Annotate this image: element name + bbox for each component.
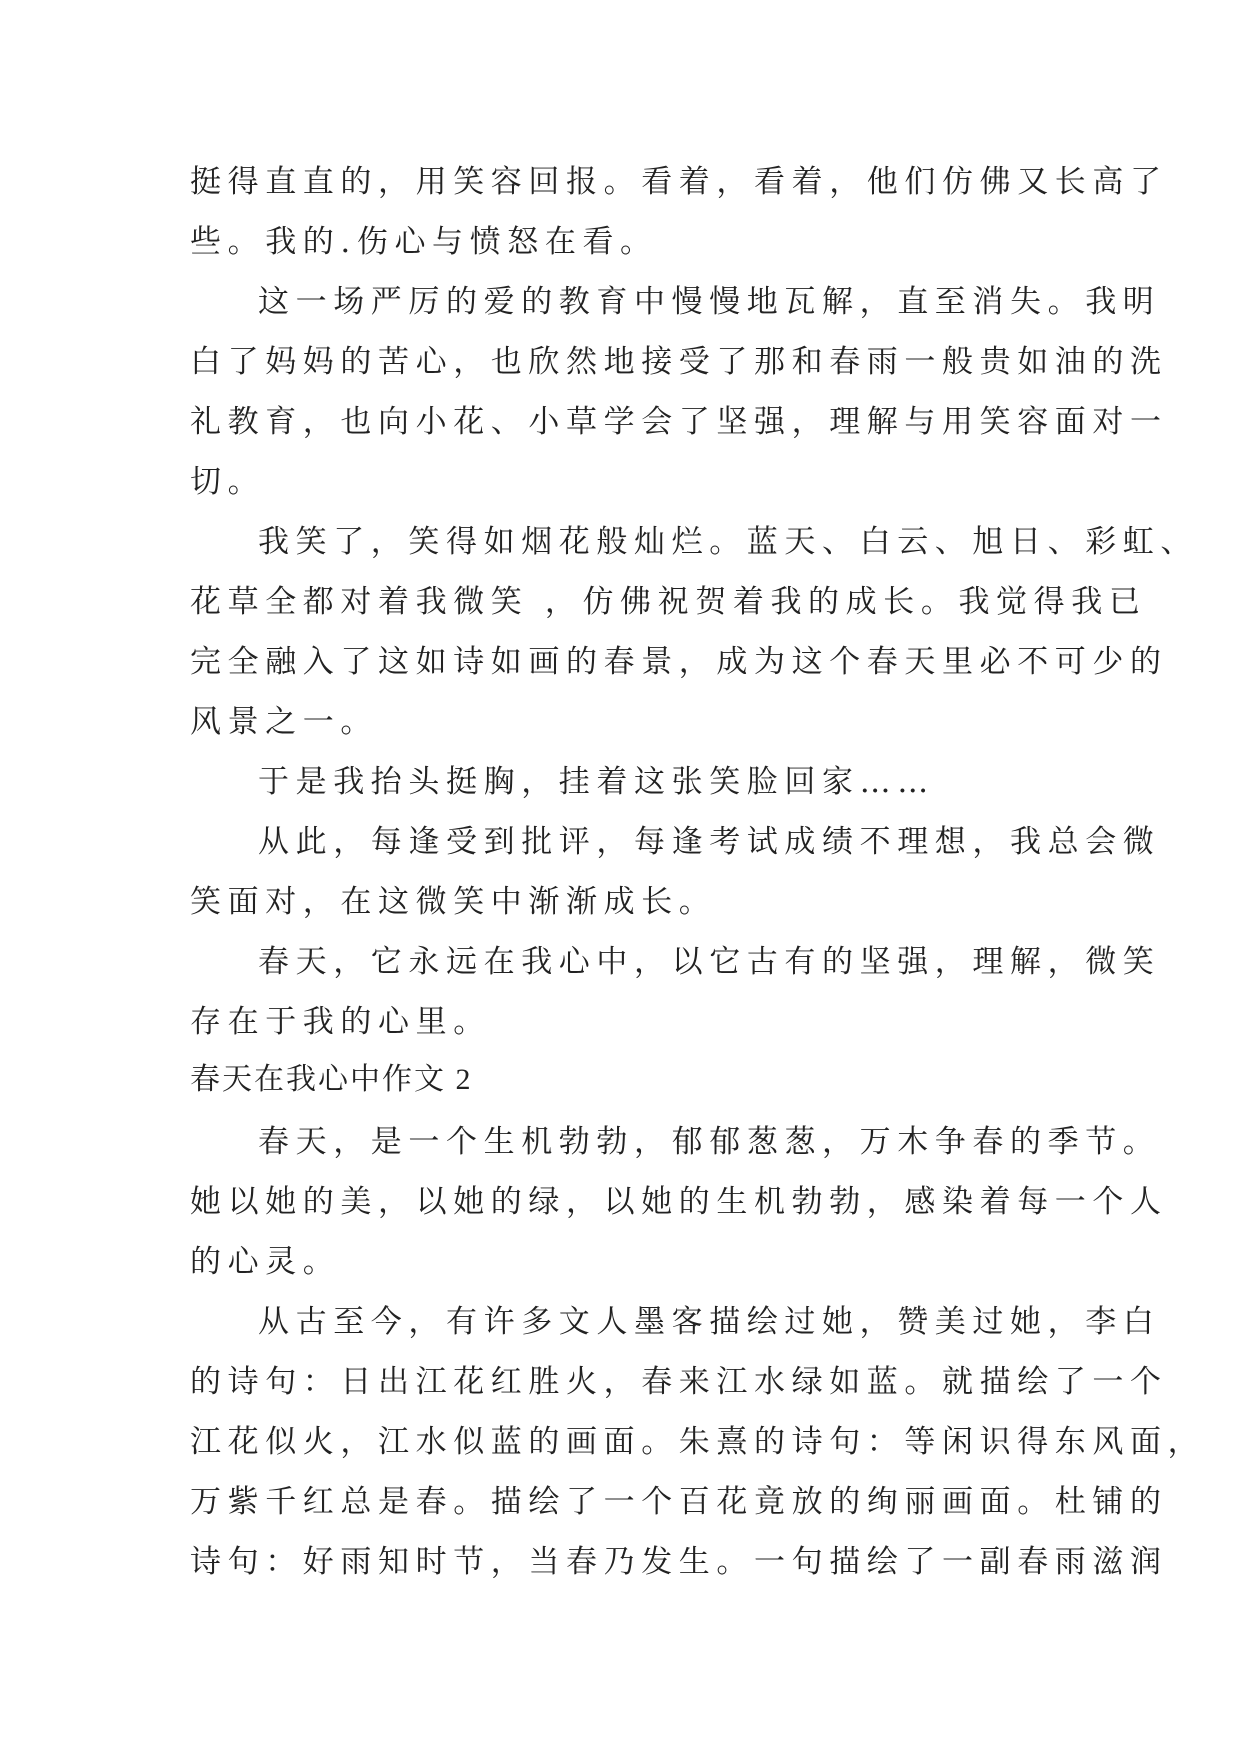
paragraph-line: 从古至今，有许多文人墨客描绘过她，赞美过她，李白 — [258, 1304, 1161, 1340]
paragraph-line: 这一场严厉的爱的教育中慢慢地瓦解，直至消失。我明 — [258, 284, 1161, 320]
paragraph-line: 我笑了，笑得如烟花般灿烂。蓝天、白云、旭日、彩虹、 — [258, 524, 1198, 560]
section-heading: 春天在我心中作文 2 — [190, 1063, 473, 1096]
paragraph-line: 春天，它永远在我心中，以它古有的坚强，理解，微笑 — [258, 944, 1161, 980]
paragraph-line: 万紫千红总是春。描绘了一个百花竟放的绚丽画面。杜铺的 — [190, 1484, 1168, 1520]
paragraph-line: 的诗句：日出江花红胜火，春来江水绿如蓝。就描绘了一个 — [190, 1364, 1168, 1400]
paragraph-line: 完全融入了这如诗如画的春景，成为这个春天里必不可少的 — [190, 644, 1168, 680]
paragraph-line: 于是我抬头挺胸，挂着这张笑脸回家…… — [258, 764, 935, 800]
paragraph-line: 白了妈妈的苦心，也欣然地接受了那和春雨一般贵如油的洗 — [190, 344, 1168, 380]
paragraph-line: 笑面对，在这微笑中渐渐成长。 — [190, 884, 717, 920]
paragraph-line: 礼教育，也向小花、小草学会了坚强，理解与用笑容面对一 — [190, 404, 1168, 440]
paragraph-line: 的心灵。 — [190, 1244, 341, 1280]
paragraph-line: 些。我的.伤心与愤怒在看。 — [190, 224, 658, 260]
paragraph-line: 花草全都对着我微笑 ，仿佛祝贺着我的成长。我觉得我已 — [190, 584, 1147, 620]
paragraph-line: 存在于我的心里。 — [190, 1004, 491, 1040]
paragraph-line: 切。 — [190, 464, 266, 500]
paragraph-line: 风景之一。 — [190, 704, 378, 740]
paragraph-line: 江花似火，江水似蓝的画面。朱熹的诗句：等闲识得东风面， — [190, 1424, 1206, 1460]
paragraph-line: 从此，每逢受到批评，每逢考试成绩不理想，我总会微 — [258, 824, 1161, 860]
paragraph-line: 挺得直直的，用笑容回报。看着，看着，他们仿佛又长高了 — [190, 164, 1168, 200]
paragraph-line: 诗句：好雨知时节，当春乃发生。一句描绘了一副春雨滋润 — [190, 1544, 1168, 1580]
paragraph-line: 春天，是一个生机勃勃，郁郁葱葱，万木争春的季节。 — [258, 1124, 1161, 1160]
paragraph-line: 她以她的美，以她的绿，以她的生机勃勃，感染着每一个人 — [190, 1184, 1168, 1220]
